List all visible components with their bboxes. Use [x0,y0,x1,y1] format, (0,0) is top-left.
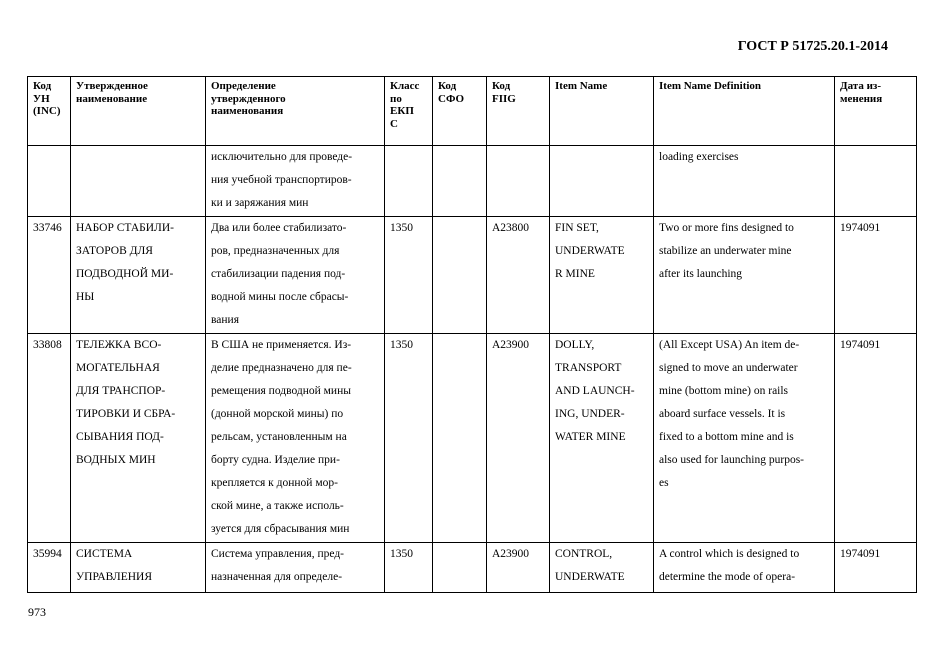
cell-definition: В США не применяется. Из- делие предназначено для пе- ремещения подводной мины (донной морской мины) по рельсам, установленным на борту судна. Изделие при- крепляется к донной мор- ской мине, а также исполь- зуется для сбрасывания мин [206,334,385,543]
cell-sfo [433,334,487,543]
cell-date: 1974091 [835,217,917,334]
col-header-name: Утвержденное наименование [71,77,206,146]
col-header-code: Код УН (INC) [28,77,71,146]
cell-class: 1350 [385,334,433,543]
cell-name: НАБОР СТАБИЛИ- ЗАТОРОВ ДЛЯ ПОДВОДНОЙ МИ- НЫ [71,217,206,334]
document-title: ГОСТ Р 51725.20.1-2014 [737,39,888,54]
cell-name [71,146,206,217]
cell-fiig: A23800 [487,217,550,334]
col-header-fiig: Код FIIG [487,77,550,146]
cell-class: 1350 [385,217,433,334]
cell-item-definition: Two or more fins designed to stabilize an underwater mine after its launching [654,217,835,334]
cell-fiig [487,146,550,217]
cell-definition: исключительно для проведе- ния учебной транспортиров- ки и заряжания мин [206,146,385,217]
cell-item-definition: (All Except USA) An item de- signed to move an underwater mine (bottom mine) on rails aboard surface vessels. It is fixed to a bottom mine and is also used for launching purpos- es [654,334,835,543]
cell-sfo [433,217,487,334]
col-header-definition: Определение утвержденного наименования [206,77,385,146]
table-row [28,146,917,217]
col-header-date: Дата из- менения [835,77,917,146]
cell-item-name: CONTROL, UNDERWATE [550,543,654,593]
cell-name: ТЕЛЕЖКА ВСО- МОГАТЕЛЬНАЯ ДЛЯ ТРАНСПОР- ТИРОВКИ И СБРА- СЫВАНИЯ ПОД- ВОДНЫХ МИН [71,334,206,543]
col-header-item-name: Item Name [550,77,654,146]
table-row [28,334,917,543]
cell-sfo [433,543,487,593]
cell-fiig: A23900 [487,543,550,593]
cell-definition: Два или более стабилизато- ров, предназначенных для стабилизации падения под- водной мины после сбрасы- вания [206,217,385,334]
cell-code: 33808 [28,334,71,543]
col-header-class: Класс по ЕКП С [385,77,433,146]
cell-fiig: A23900 [487,334,550,543]
cell-date: 1974091 [835,334,917,543]
col-header-sfo: Код СФО [433,77,487,146]
cell-item-name: DOLLY, TRANSPORT AND LAUNCH- ING, UNDER- WATER MINE [550,334,654,543]
page-number: 973 [28,605,46,619]
col-header-item-definition: Item Name Definition [654,77,835,146]
cell-date [835,146,917,217]
table-header-row [28,77,917,146]
cell-date: 1974091 [835,543,917,593]
cell-class [385,146,433,217]
cell-sfo [433,146,487,217]
cell-code [28,146,71,217]
cell-item-definition: loading exercises [654,146,835,217]
cell-code: 33746 [28,217,71,334]
cell-item-definition: A control which is designed to determine the mode of opera- [654,543,835,593]
table-row [28,217,917,334]
cell-class: 1350 [385,543,433,593]
cell-item-name [550,146,654,217]
table-row [28,543,917,593]
cell-item-name: FIN SET, UNDERWATE R MINE [550,217,654,334]
classification-table [27,76,917,593]
cell-code: 35994 [28,543,71,593]
cell-name: СИСТЕМА УПРАВЛЕНИЯ [71,543,206,593]
cell-definition: Система управления, пред- назначенная для определе- [206,543,385,593]
